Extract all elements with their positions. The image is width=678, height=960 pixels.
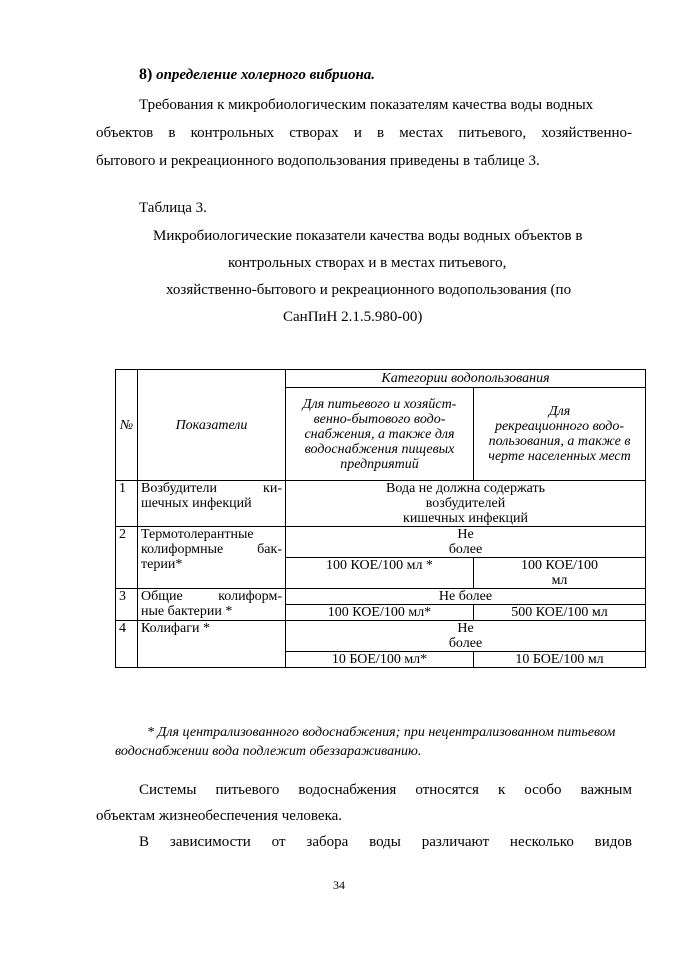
row-value-recreation: 500 КОЕ/100 мл (474, 605, 646, 621)
row-value-recreation: 100 КОЕ/100 мл (474, 558, 646, 589)
table-row (116, 527, 646, 558)
row-indicator: Термотолерантные колиформные бак- терии* (138, 527, 286, 589)
table-footnote: * Для централизованного водоснабжения; при нецентрализованном питьевом водоснабжении вода подлежит обеззараживанию. (115, 725, 616, 759)
row-value-recreation: 10 БОЕ/100 мл (474, 652, 646, 668)
header-drinking-use: Для питьевого и хозяйст- венно-бытового водо- снабжения, а также для водоснабжения пищевых предприятий (286, 388, 474, 481)
section-heading (139, 66, 375, 84)
row-value-combined: Не более (286, 589, 646, 605)
row-indicator: Общие колиформ- ные бактерии * (138, 589, 286, 621)
row-number: 3 (116, 589, 138, 621)
row-number: 1 (116, 481, 138, 527)
text-line: объектов в контрольных створах и в местах питьевого, хозяйственно- (96, 125, 632, 141)
text-line: Системы питьевого водоснабжения относятся к особо важным (139, 782, 632, 798)
row-number: 4 (116, 621, 138, 668)
row-value-combined: Вода не должна содержать возбудителей кишечных инфекций (286, 481, 646, 527)
row-number: 2 (116, 527, 138, 589)
header-indicator: Показатели (138, 370, 286, 481)
row-indicator: Колифаги * (138, 621, 286, 668)
table-row (116, 621, 646, 652)
row-value-drinking: 100 КОЕ/100 мл* (286, 605, 474, 621)
table-row (116, 481, 646, 527)
caption-line: СанПиН 2.1.5.980-00) (283, 309, 423, 325)
table-row (116, 589, 646, 605)
header-recreation-use: Для рекреационного водо- пользования, а также в черте населенных мест (474, 388, 646, 481)
row-value-combined: Не более (286, 621, 646, 652)
section-title: определение холерного вибриона. (156, 67, 376, 83)
row-value-combined: Не более (286, 527, 646, 558)
caption-line: Микробиологические показатели качества воды водных объектов в (153, 228, 583, 244)
header-category-group: Категории водопользования (286, 370, 646, 388)
text-line: Требования к микробиологическим показателям качества воды водных (139, 97, 594, 113)
row-value-drinking: 100 КОЕ/100 мл * (286, 558, 474, 589)
caption-line: контрольных створах и в местах питьевого, (228, 255, 507, 271)
text-line: В зависимости от забора воды различают несколько видов (139, 834, 632, 850)
table-label: Таблица 3. (139, 200, 207, 216)
row-value-drinking: 10 БОЕ/100 мл* (286, 652, 474, 668)
text-line: бытового и рекреационного водопользования приведены в таблице 3. (96, 153, 540, 169)
microbiology-table (115, 369, 646, 668)
caption-line: хозяйственно-бытового и рекреационного водопользования (по (166, 282, 572, 298)
text-line: объектам жизнеобеспечения человека. (96, 808, 343, 824)
page-number: 34 (333, 878, 345, 892)
header-number: № (116, 370, 138, 481)
row-indicator: Возбудители ки- шечных инфекций (138, 481, 286, 527)
section-number: 8) (139, 66, 153, 83)
